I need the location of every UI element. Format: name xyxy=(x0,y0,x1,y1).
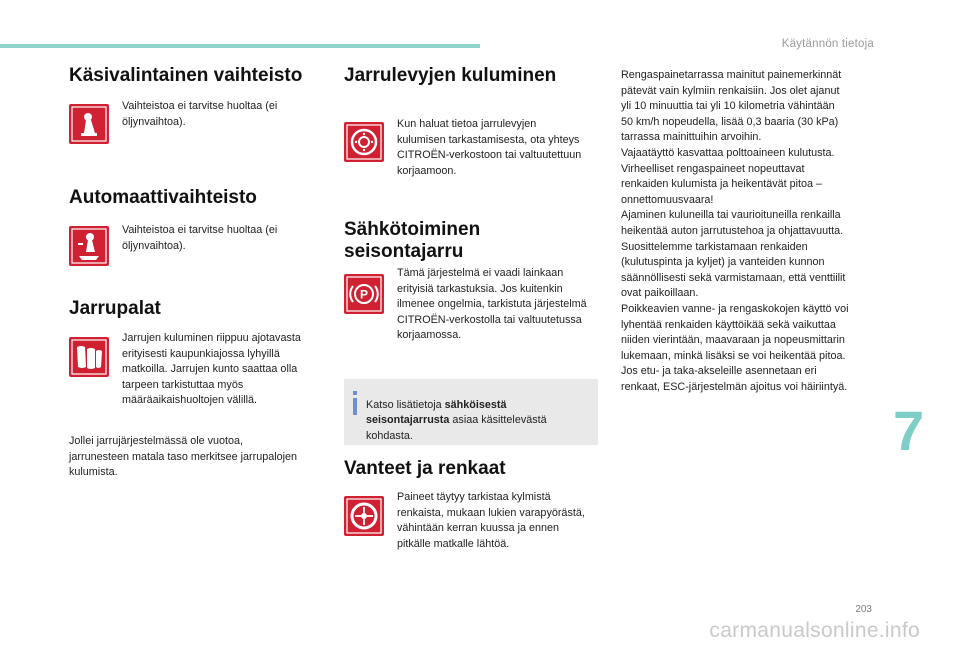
info-icon xyxy=(353,391,357,415)
tyre-text-line: heikentää auton jarrutustehoa ja ohjattavuutta. xyxy=(621,224,844,237)
parking-brake-heading xyxy=(344,219,480,263)
brake-disc-icon xyxy=(344,122,384,162)
parking-brake-heading-line2: seisontajarru xyxy=(344,241,464,262)
gear-lever-icon xyxy=(69,104,109,144)
section-title: Käytännön tietoja xyxy=(781,38,874,50)
info-link-text: sähköisestä seisontajarrusta xyxy=(366,398,507,427)
tyre-text-line: Ajaminen kuluneilla tai vaurioituneilla renkailla xyxy=(621,209,841,222)
manual-gearbox-text: Vaihteistoa ei tarvitse huoltaa (ei öljynvaihtoa). xyxy=(122,100,278,128)
manual-gearbox-heading: Käsivalintainen vaihteisto xyxy=(69,65,303,86)
tyre-text-line: säännöllisesti sekä varmistamaan, että venttiilit xyxy=(621,271,846,284)
tyre-text-line: lyhentää renkaiden käyttöikää sekä vaikuttaa xyxy=(621,318,836,331)
tyre-text-line: 50 km/h nopeudella, lisää 0,3 baaria (30 kPa) xyxy=(621,115,839,128)
svg-text:P: P xyxy=(359,287,369,302)
watermark: carmanualsonline.info xyxy=(709,619,920,642)
tyre-pressure-text xyxy=(621,68,891,395)
tyre-text-line: ovat paikoillaan. xyxy=(621,287,699,300)
tyre-text-line: renkaiden kulumista ja heikentävät pitoa – xyxy=(621,178,823,191)
tyre-text-line: Rengaspainetarrassa mainitut painemerkinnät xyxy=(621,69,842,81)
brake-pads-icon xyxy=(69,337,109,377)
tyre-text-line: Vajaatäyttö kasvattaa polttoaineen kulutusta. xyxy=(621,146,835,159)
wheel-icon xyxy=(344,496,384,536)
parking-brake-text: Tämä järjestelmä ei vaadi lainkaan erityisiä tarkastuksia. Jos kuitenkin ilmenee ongelmia, tarkistuta järjestelmä CITROËN-verkostolla tai valtuutetussa korjaamossa. xyxy=(397,267,587,342)
automatic-gear-icon xyxy=(69,226,109,266)
tyre-text-line: Jos etu- ja taka-akseleille asennetaan eri xyxy=(621,365,817,378)
brake-pads-heading: Jarrupalat xyxy=(69,298,161,319)
tyre-text-line: onnettomuusvaara! xyxy=(621,193,714,206)
tyre-text-line: Poikkeavien vanne- ja rengaskokojen käyttö voi xyxy=(621,302,849,315)
wheels-tyres-heading: Vanteet ja renkaat xyxy=(344,458,506,479)
brake-fluid-text: Jollei jarrujärjestelmässä ole vuotoa, jarrunesteen matala taso merkitsee jarrupalojen kulumista. xyxy=(69,435,298,479)
tyre-text-line: lukemaan, minkä lisäksi se voi heikentää pitoa. xyxy=(621,349,846,362)
automatic-gearbox-text: Vaihteistoa ei tarvitse huoltaa (ei öljynvaihtoa). xyxy=(122,224,278,252)
info-suffix: asiaa käsittelevästä kohdasta. xyxy=(366,414,547,442)
info-prefix: Katso lisätietoja xyxy=(366,398,445,411)
tyre-text-line: Suosittelemme tarkistamaan renkaiden xyxy=(621,240,808,253)
tyre-text-line: yli 10 minuuttia tai yli 10 kilometria vähintään xyxy=(621,100,835,113)
info-box-text xyxy=(366,398,591,445)
tyre-text-line: (kulutuspinta ja kyljet) ja vanteiden kunnon xyxy=(621,256,825,269)
tyre-text-line: niiden vierintään, maavaraan ja nopeusmittarin xyxy=(621,334,845,347)
chapter-number: 7 xyxy=(893,399,925,462)
brake-discs-text: Kun haluat tietoa jarrulevyjen kulumisen tarkastamisesta, ota yhteys CITROËN-verkostoon tai valtuutettuun korjaamoon. xyxy=(397,118,582,177)
page-number: 203 xyxy=(855,604,872,615)
brake-pads-text: Jarrujen kuluminen riippuu ajotavasta erityisesti kaupunkiajossa lyhyillä matkoilla. Jarrujen kunto saattaa olla tarpeen tarkistuttaa myös määräaikaishuoltojen välillä. xyxy=(122,332,301,407)
automatic-gearbox-heading: Automaattivaihteisto xyxy=(69,187,257,208)
parking-brake-heading-line1: Sähkötoiminen xyxy=(344,219,481,240)
wheels-tyres-text: Paineet täytyy tarkistaa kylmistä renkaista, mukaan lukien varapyörästä, vähintään kerran kuussa ja ennen pitkälle matkalle lähtöä. xyxy=(397,491,585,550)
tyre-text-line: Virheelliset rengaspaineet nopeuttavat xyxy=(621,162,805,175)
header-accent-bar xyxy=(0,44,480,48)
brake-discs-heading: Jarrulevyjen kuluminen xyxy=(344,65,557,86)
tyre-text-line: tarrassa mainittuihin arvoihin. xyxy=(621,131,762,144)
tyre-text-line: pätevät vain kylmiin renkaisiin. Jos olet ajanut xyxy=(621,84,840,97)
parking-brake-icon xyxy=(344,274,384,314)
tyre-text-line: renkaat, ESC-järjestelmän ajoitus voi häiriintyä. xyxy=(621,380,848,393)
